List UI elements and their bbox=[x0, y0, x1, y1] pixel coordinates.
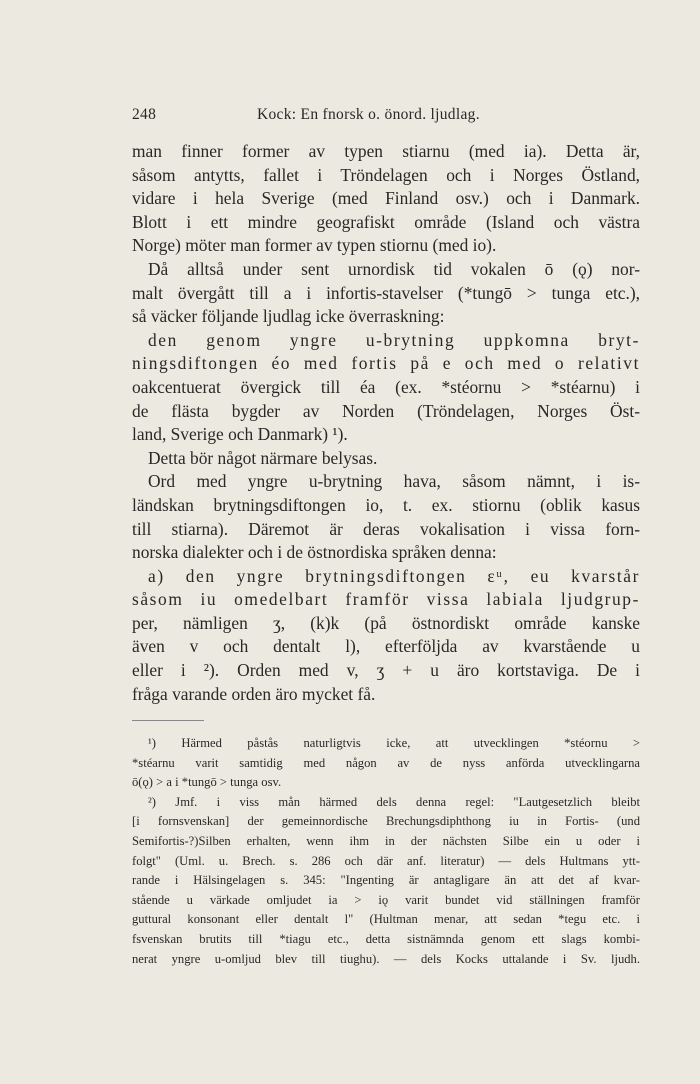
footnote-line: nerat yngre u-omljud blev till tiughu). — dels Kocks uttalande i Sv. ljudh. bbox=[132, 951, 640, 966]
text-line: de flästa bygder av Norden (Tröndelagen, Norges Öst- bbox=[132, 400, 640, 421]
text-line: a) den yngre brytningsdiftongen ɛᵘ, eu kvarstår bbox=[148, 565, 640, 586]
footnote-line: fsvenskan brutits till *tiagu etc., detta sistnämnda genom ett slags kombi- bbox=[132, 931, 640, 946]
footnote-line: [i fornsvenskan] der gemeinnordische Brechungsdiphthong iu in Fortis- (und bbox=[132, 814, 640, 829]
footnote-divider bbox=[132, 720, 204, 721]
text-line: den genom yngre u-brytning uppkomna bryt- bbox=[148, 329, 640, 350]
text-line: land, Sverige och Danmark) ¹). bbox=[132, 424, 348, 445]
text-line: Detta bör något närmare belysas. bbox=[148, 447, 378, 468]
text-line: till stiarna). Däremot är deras vokalisation i vissa forn- bbox=[132, 518, 640, 539]
text-line: ningsdiftongen éo med fortis på e och med o relativt bbox=[132, 353, 640, 374]
page-number: 248 bbox=[132, 106, 157, 123]
text-line: per, nämligen ʒ, (k)k (på östnordiskt område kanske bbox=[132, 612, 640, 633]
running-title: Kock: En fnorsk o. önord. ljudlag. bbox=[257, 106, 480, 123]
text-line: malt övergått till a i infortis-stavelser (*tungō > tunga etc.), bbox=[132, 282, 640, 303]
text-line: man finner former av typen stiarnu (med ia). Detta är, bbox=[132, 141, 640, 161]
footnote-line: Semifortis-?)Silben erhalten, wenn ihm in der nächsten Silbe ein u oder i bbox=[132, 833, 640, 848]
text-line: Då alltså under sent urnordisk tid vokalen ō (ǫ) nor- bbox=[148, 258, 640, 279]
text-line: norska dialekter och i de östnordiska språken denna: bbox=[132, 542, 497, 563]
footnote-line: ²) Jmf. i viss mån härmed dels denna regel: "Lautgesetzlich bleibt bbox=[148, 794, 640, 809]
footnotes bbox=[132, 734, 640, 969]
text-line: såsom iu omedelbart framför vissa labiala ljudgrup- bbox=[132, 589, 640, 610]
footnote-line: guttural konsonant eller dentalt l" (Hultman menar, att sedan *tegu etc. i bbox=[132, 912, 640, 927]
text-line: vidare i hela Sverige (med Finland osv.) och i Danmark. bbox=[132, 188, 640, 209]
text-line: så väcker följande ljudlag icke överraskning: bbox=[132, 306, 445, 327]
text-line: fråga varande orden äro mycket få. bbox=[132, 683, 376, 704]
footnote-line: rande i Hälsingelagen s. 345: "Ingenting är antagligare än att det af kvar- bbox=[132, 873, 640, 888]
text-line: Norge) möter man former av typen stiornu (med io). bbox=[132, 235, 497, 256]
main-text bbox=[132, 140, 640, 706]
text-line: ländskan brytningsdiftongen io, t. ex. stiornu (oblik kasus bbox=[132, 494, 640, 515]
text-line: Ord med yngre u-brytning hava, såsom nämnt, i is- bbox=[148, 471, 640, 492]
footnote-line: *stéarnu varit samtidig med någon av de nyss anförda utvecklingarna bbox=[132, 755, 640, 770]
footnote-line: folgt" (Uml. u. Brech. s. 286 och där anf. literatur) — dels Hultmans ytt- bbox=[132, 853, 640, 868]
text-line: eller i ²). Orden med v, ʒ + u äro kortstaviga. De i bbox=[132, 660, 640, 681]
footnote-line: ¹) Härmed påstås naturligtvis icke, att utvecklingen *stéornu > bbox=[148, 736, 640, 750]
footnote-line: ō(ǫ) > a i *tungō > tunga osv. bbox=[132, 775, 282, 790]
text-line: oakcentuerat övergick till éa (ex. *stéornu > *stéarnu) i bbox=[132, 376, 640, 397]
text-line: såsom antytts, fallet i Tröndelagen och i Norges Östland, bbox=[132, 164, 640, 185]
text-line: Blott i ett mindre geografiskt område (Island och västra bbox=[132, 211, 640, 232]
text-line: även v och dentalt l), efterföljda av kvarstående u bbox=[132, 636, 640, 657]
footnote-line: stående u värkade omljudet ia > iǫ varit bundet vid ställningen framför bbox=[132, 892, 640, 907]
